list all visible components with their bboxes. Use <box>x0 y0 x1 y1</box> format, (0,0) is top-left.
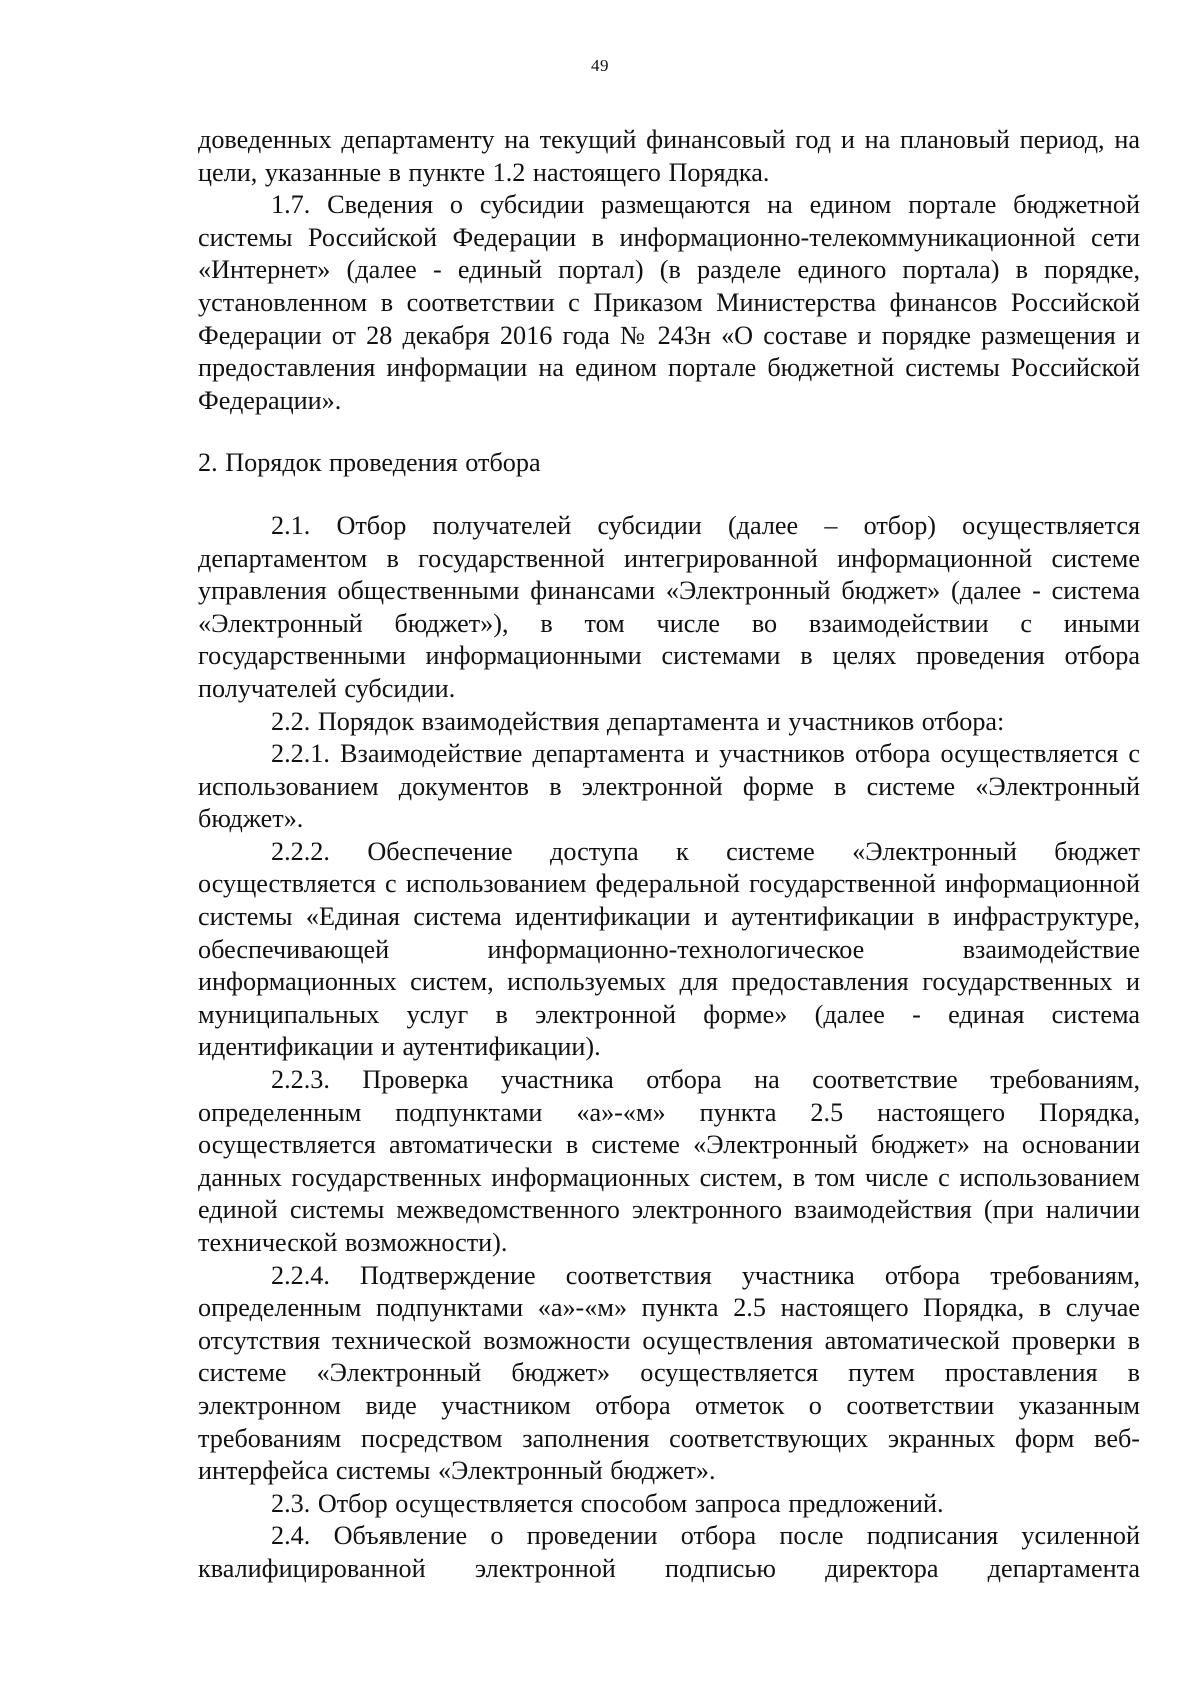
page-number: 49 <box>591 56 609 75</box>
paragraph-2-3: 2.3. Отбор осуществляется способом запроса предложений. <box>271 1488 944 1518</box>
paragraph-2-2-4: 2.2.4. Подтверждение соответствия участника отбора требованиям, определенным подпунктами «а»-«м» пункта 2.5 настоящего Порядка, в случае отсутствия технической возможности осуществления автоматической проверки в системе «Электронный бюджет» осуществляется путем проставления в электронном виде участником отбора отметок о соответствии указанным требованиям посредством заполнения соответствующих экранных форм веб-интерфейса системы «Электронный бюджет». <box>198 1260 1140 1486</box>
document-body <box>198 124 1140 1586</box>
paragraph-2-2-1: 2.2.1. Взаимодействие департамента и участников отбора осуществляется с использованием документов в электронной форме в системе «Электронный бюджет». <box>198 739 1140 834</box>
paragraph-2-1: 2.1. Отбор получателей субсидии (далее – отбор) осуществляется департаментом в государственной интегрированной информационной системе управления общественными финансами «Электронный бюджет» (далее - система «Электронный бюджет»), в том числе во взаимодействии с иными государственными информационными системами в целях проведения отбора получателей субсидии. <box>198 510 1140 703</box>
section-heading: 2. Порядок проведения отбора <box>198 448 541 478</box>
paragraph-2-4: 2.4. Объявление о проведении отбора после подписания усиленной квалифицированной электронной подписью директора департамента <box>198 1521 1140 1583</box>
paragraph-2-2-2: 2.2.2. Обеспечение доступа к системе «Электронный бюджет осуществляется с использованием федеральной государственной информационной системы «Единая система идентификации и аутентификации в инфраструктуре, обеспечивающей информационно-технологическое взаимодействие информационных систем, используемых для предоставления государственных и муниципальных услуг в электронной форме» (далее - единая система идентификации и аутентификации). <box>198 836 1140 1062</box>
paragraph-continuation: доведенных департаменту на текущий финансовый год и на плановый период, на цели, указанные в пункте 1.2 настоящего Порядка. <box>198 125 1140 187</box>
paragraph-2-2: 2.2. Порядок взаимодействия департамента и участников отбора: <box>271 706 1005 736</box>
paragraph-2-2-3: 2.2.3. Проверка участника отбора на соответствие требованиям, определенным подпунктами «а»-«м» пункта 2.5 настоящего Порядка, осуществляется автоматически в системе «Электронный бюджет» на основании данных государственных информационных систем, в том числе с использованием единой системы межведомственного электронного взаимодействия (при наличии технической возможности). <box>198 1065 1140 1257</box>
paragraph-1-7: 1.7. Сведения о субсидии размещаются на едином портале бюджетной системы Российской Федерации в информационно-телекоммуникационной сети «Интернет» (далее - единый портал) (в разделе единого портала) в порядке, установленном в соответствии с Приказом Министерства финансов Российской Федерации от 28 декабря 2016 года № 243н «О составе и порядке размещения и предоставления информации на едином портале бюджетной системы Российской Федерации». <box>198 190 1140 415</box>
